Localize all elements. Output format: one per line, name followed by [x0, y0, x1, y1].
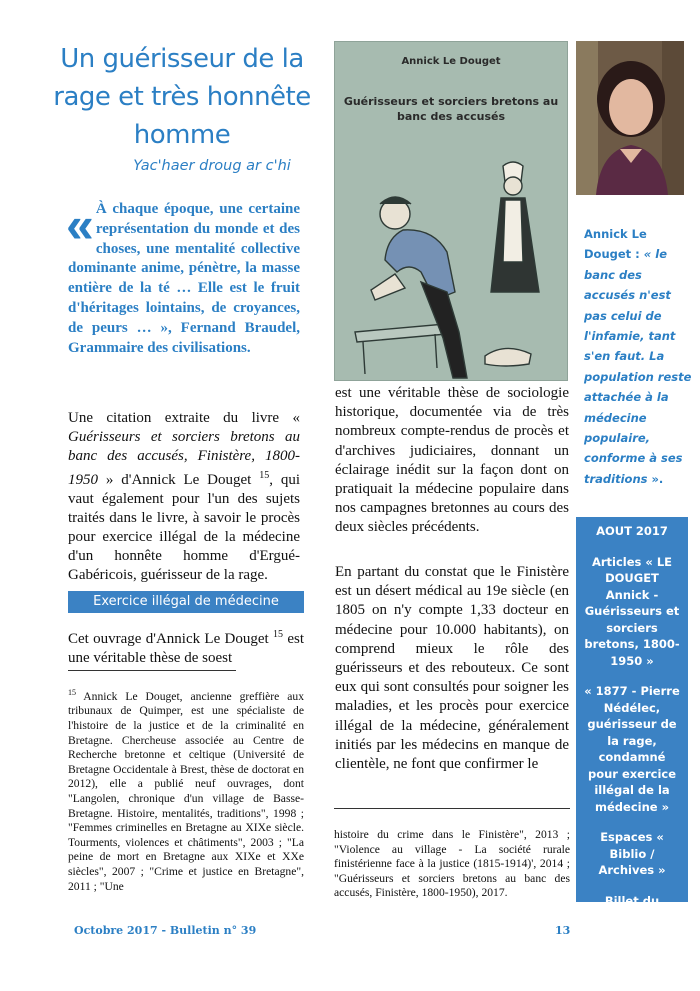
footnote-ref[interactable]: 15	[273, 629, 284, 640]
quote-text: À chaque époque, une certaine représentation du monde et des choses, une mentalité collective dominante anime, pénètre, la masse entière de la té … Elle est le fruit d'héritages lointains, de croyances, de peurs … », Fernand Braudel, Grammaire des civilisations.	[68, 201, 300, 356]
section-text-b: est une véritable thèse de soest	[68, 631, 304, 666]
footer-issue: Octobre 2017 - Bulletin n° 39	[74, 924, 257, 937]
footnote-ref[interactable]: 15	[259, 470, 270, 481]
intro-book-title: Guérisseurs et sorciers bretons au banc des accusés, Finistère, 1800-1950	[68, 429, 300, 488]
section-heading: Exercice illégal de médecine	[68, 591, 304, 613]
middle-paragraph-1: est une véritable thèse de sociologie historique, documentée via de très nombreux compte-rendus de procès et d'archives judiciaires, donnant un éclairage inédit sur la façon dont on pratiquait la médecine populaire dans nos campagnes bretonnes au cours des deux siècles précédents.	[335, 385, 569, 536]
related-articles-box	[576, 517, 688, 924]
opening-quote	[66, 197, 300, 358]
article-title: Un guérisseur de la rage et très honnête homme	[53, 44, 311, 150]
caption-quote: « le banc des accusés n'est pas celui de l'infamie, tant s'en faut. La population reste attachée à la médecine populaire, conforme à ses traditions	[584, 247, 692, 486]
intro-text-c: , qui vaut également pour l'un des sujets traités dans le livre, à savoir le procès pour exercice illégal de la médecine d'un honnête homme d'Ergué-Gabéricois, guérisseur de la rage.	[68, 472, 300, 583]
sidebox-billet-link[interactable]: Billet du 12.08.2017	[595, 893, 669, 924]
book-cover-illustration	[335, 142, 569, 380]
footnote-divider	[334, 808, 570, 809]
footnote-text: Annick Le Douget, ancienne greffière aux tribunaux de Quimper, est une spécialiste de l'histoire de la justice et de la criminalité en Bretagne. Chercheuse associée au Centre de Recherche bretonne et celtique (Université de Bretagne Occidentale à Brest, thèse de doctorat en 2012), elle a publié neuf ouvrages, dont "Langolen, chronique d'un village de Basse-Bretagne. Histoire, mentalités, traditions", 1998 ; "Femmes criminelles en Bretagne au XIXe siècle. Tourments, violences et châtiments", 2003 ; "La peine de mort en Bretagne aux XIXe et XXe siècles", 2007 ; "Crime et justice en Bretagne", 2011 ; "Une	[68, 689, 304, 893]
footnote-continued: histoire du crime dans le Finistère", 2013 ; "Violence au village - La société rurale finistérienne face à la justice (1815-1914)', 2014 ; "Guérisseurs et sorciers bretons au banc des accusés, Finistère, 1800-1950), 2017.	[334, 828, 570, 900]
author-portrait	[576, 41, 684, 195]
intro-text-b: » d'Annick Le Douget	[98, 472, 260, 488]
page-number: 13	[555, 924, 571, 937]
sidebox-article-link-2[interactable]: « 1877 - Pierre Nédélec, guérisseur de la rage, condamné pour exercice illégal de la médecine »	[584, 684, 680, 814]
caption-close: ».	[647, 471, 664, 486]
sidebox-article-link[interactable]: Articles « LE DOUGET Annick - Guérisseurs et sorciers bretons, 1800-1950 »	[584, 554, 680, 668]
article-subtitle: Yac'haer droug ar c'hi	[133, 158, 291, 174]
book-cover-image	[334, 41, 568, 381]
caption-name: Annick Le Douget :	[584, 227, 647, 262]
book-cover-title: Guérisseurs et sorciers bretons au banc des accusés	[343, 95, 559, 123]
quote-mark: «	[66, 197, 94, 253]
portrait-caption	[584, 224, 696, 489]
footnote	[68, 686, 304, 894]
section-paragraph	[68, 625, 304, 668]
intro-paragraph	[68, 409, 300, 585]
sidebox-spaces-link[interactable]: Espaces « Biblio / Archives »	[598, 830, 666, 877]
footnote-divider	[68, 670, 236, 671]
footnote-number: 15	[68, 688, 76, 697]
middle-paragraph-2: En partant du constat que le Finistère est un désert médical au 19e siècle (en 1805 on n'y compte 1,33 docteur en médecine pour 10.000 habitants), on comprend mieux le rôle des guérisseurs et des rebouteux. Ce sont eux qui sont consultés pour soigner les maladies, et les procès pour exercice illégal de la médecine, généralement initiés par les médecins en manque de clientèle, ne font que confirmer le	[335, 564, 569, 773]
book-cover-author: Annick Le Douget	[401, 56, 501, 67]
sidebox-date: AOUT 2017	[596, 524, 668, 538]
intro-text-a: Une citation extraite du livre «	[68, 410, 300, 426]
section-text-a: Cet ouvrage d'Annick Le Douget	[68, 631, 274, 647]
